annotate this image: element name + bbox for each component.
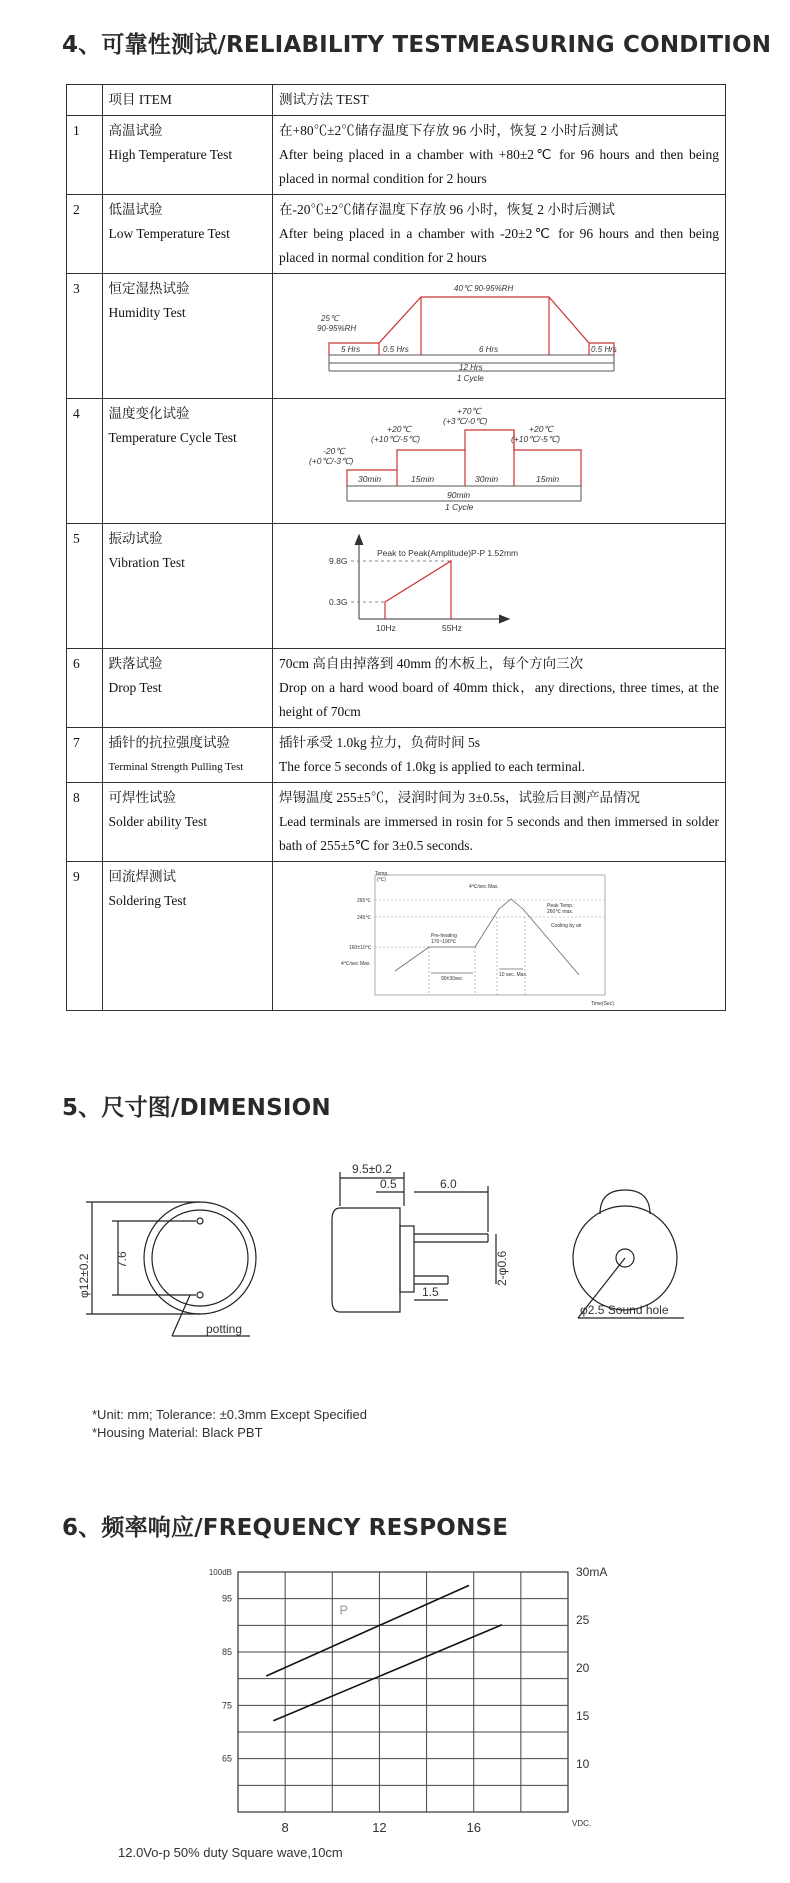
table-row (67, 728, 726, 783)
row-item (102, 399, 273, 524)
test-en: After being placed in a chamber with -20±2℃ for 96 hours and then being placed in normal condition for 2 hours (279, 226, 719, 265)
tc-label-b2: (+10℃/-5℃) (371, 434, 421, 444)
row-test (273, 783, 726, 862)
row-no: 1 (67, 116, 103, 195)
x-tick: 12 (372, 1820, 387, 1835)
item-cn: 插针的抗拉强度试验 (108, 735, 230, 750)
tc-seg4: 15min (536, 474, 560, 484)
reflow-peak2: 260℃ max. (547, 909, 574, 915)
table-row (67, 399, 726, 524)
y-tick-right: 10 (576, 1757, 590, 1771)
test-cn: 焊锡温度 255±5℃，浸润时间为 3±0.5s，试验后目测产品情况 (279, 790, 640, 805)
item-cn: 可焊性试验 (108, 790, 176, 805)
row-test (273, 649, 726, 728)
y-tick-right: 25 (576, 1613, 590, 1627)
row-item (102, 728, 273, 783)
row-no: 7 (67, 728, 103, 783)
humidity-top-label: 40℃ 90-95%RH (454, 284, 514, 293)
tc-label-a: -20℃ (323, 446, 345, 456)
humidity-seg3: 6 Hrs (479, 345, 499, 354)
reflow-rate1: 4℃/sec Max. (469, 884, 499, 890)
item-cn: 温度变化试验 (108, 406, 190, 421)
item-cn: 振动试验 (108, 531, 163, 546)
item-en: Terminal Strength Pulling Test (108, 761, 244, 773)
item-cn: 回流焊测试 (108, 869, 176, 884)
y-tick-left: 85 (221, 1647, 232, 1657)
y-tick-left: 95 (221, 1593, 232, 1604)
vibration-label: Peak to Peak(Amplitude)P-P 1.52mm (377, 548, 519, 558)
item-en: Solder ability Test (108, 814, 208, 829)
row-no: 4 (67, 399, 103, 524)
row-item (102, 116, 273, 195)
dim-pinlen: 6.0 (440, 1177, 457, 1191)
tc-seg3: 30min (475, 474, 499, 484)
dimension-notes (92, 1406, 367, 1442)
humidity-total: 12 Hrs (459, 363, 483, 372)
dimension-title: 5、尺寸图/DIMENSION (62, 1095, 331, 1121)
table-row (67, 195, 726, 274)
reflow-pretime: 90±30sec (441, 976, 463, 982)
row-test (273, 728, 726, 783)
item-en: Low Temperature Test (108, 226, 230, 241)
vibration-x1: 10Hz (376, 623, 396, 633)
row-no: 9 (67, 862, 103, 1011)
reflow-xlabel: Time(Sec) (591, 1001, 614, 1007)
tc-total: 90min (447, 490, 471, 500)
temp-cycle-diagram (273, 399, 726, 524)
reflow-rate2: 4℃/sec Max. (341, 961, 371, 967)
tc-seg2: 15min (411, 474, 435, 484)
item-en: Temperature Cycle Test (108, 430, 237, 445)
frequency-chart (190, 1560, 650, 1840)
x-tick: 8 (281, 1820, 289, 1835)
reflow-t245: 245℃ (357, 915, 371, 921)
humidity-left-rh: 90-95%RH (317, 324, 357, 333)
reflow-t160: 160±10℃ (349, 945, 372, 951)
note-material: *Housing Material: Black PBT (92, 1425, 263, 1440)
reliability-title: 4、可靠性测试/RELIABILITY TESTMEASURING CONDITION (62, 32, 772, 58)
dimension-drawing (60, 1150, 740, 1370)
dim-pin: 2-φ0.6 (495, 1250, 509, 1286)
test-cn: 在-20℃±2℃储存温度下存放 96 小时，恢复 2 小时后测试 (279, 202, 615, 217)
item-cn: 跌落试验 (108, 656, 163, 671)
item-en: Soldering Test (108, 893, 187, 908)
y-tick-left: 65 (221, 1753, 232, 1764)
test-cn: 插针承受 1.0kg 拉力，负荷时间 5s (279, 735, 481, 750)
series-label-p: P (339, 1602, 349, 1618)
reflow-peak1: Peak Temp.: (547, 903, 575, 909)
row-no: 6 (67, 649, 103, 728)
humidity-seg1: 5 Hrs (341, 345, 361, 354)
header-item: 项目 ITEM (102, 85, 273, 116)
humidity-seg2: 0.5 Hrs (383, 345, 409, 354)
humidity-seg4: 0.5 Hrs (591, 345, 617, 354)
row-item (102, 274, 273, 399)
humidity-cycle: 1 Cycle (457, 374, 484, 383)
item-en: Vibration Test (108, 555, 185, 570)
row-item (102, 195, 273, 274)
table-row (67, 116, 726, 195)
table-row (67, 783, 726, 862)
dim-potting: potting (206, 1322, 243, 1336)
vibration-y2: 0.3G (329, 597, 348, 607)
series-line-I (273, 1625, 502, 1721)
x-unit: VDC. (572, 1819, 592, 1828)
vibration-y1: 9.8G (329, 556, 348, 566)
row-no: 8 (67, 783, 103, 862)
test-cn: 70cm 高自由掉落到 40mm 的木板上，每个方向三次 (279, 656, 584, 671)
item-en: Humidity Test (108, 305, 186, 320)
header-no (67, 85, 103, 116)
reliability-table (66, 84, 726, 1011)
tc-label-c: +70℃ (457, 406, 481, 416)
plot-frame (238, 1572, 568, 1812)
table-row (67, 524, 726, 649)
row-no: 2 (67, 195, 103, 274)
dim-foot: 1.5 (422, 1285, 439, 1299)
test-en: The force 5 seconds of 1.0kg is applied to each terminal. (279, 759, 585, 774)
reflow-diagram (273, 862, 726, 1011)
tc-label-a2: (+0℃/-3℃) (309, 456, 354, 466)
item-en: Drop Test (108, 680, 162, 695)
item-cn: 高温试验 (108, 123, 163, 138)
vibration-diagram (273, 524, 726, 649)
row-item (102, 862, 273, 1011)
table-row (67, 274, 726, 399)
table-row (67, 862, 726, 1011)
test-en: Lead terminals are immersed in rosin for 5 seconds and then immersed in solder bath of 255±5℃ for 3±0.5 seconds. (279, 814, 719, 853)
y-tick-right: 15 (576, 1709, 590, 1723)
reflow-ylabel1: Temp. (375, 871, 389, 877)
humidity-left-label: 25℃ (321, 314, 339, 323)
humidity-diagram (273, 274, 726, 399)
row-item (102, 783, 273, 862)
dim-dia: φ12±0.2 (77, 1253, 91, 1298)
note-unit: *Unit: mm; Tolerance: ±0.3mm Except Specified (92, 1407, 367, 1422)
vibration-x2: 55Hz (442, 623, 462, 633)
dim-width: 9.5±0.2 (352, 1162, 392, 1176)
tc-label-d: +20℃ (529, 424, 553, 434)
frequency-title: 6、频率响应/FREQUENCY RESPONSE (62, 1515, 509, 1541)
tc-seg1: 30min (358, 474, 382, 484)
item-cn: 恒定湿热试验 (108, 281, 190, 296)
reflow-t265: 265℃ (357, 898, 371, 904)
y-tick-left: 100dB (208, 1568, 232, 1577)
tc-label-d2: (+10℃/-5℃) (511, 434, 561, 444)
dim-hole: φ2.5 Sound hole (580, 1303, 669, 1317)
tc-label-b: +20℃ (387, 424, 411, 434)
test-cn: 在+80℃±2℃储存温度下存放 96 小时，恢复 2 小时后测试 (279, 123, 619, 138)
row-no: 3 (67, 274, 103, 399)
reflow-peaktime: 10 sec. Max. (499, 972, 528, 978)
x-tick: 16 (466, 1820, 481, 1835)
row-item (102, 649, 273, 728)
frequency-caption: 12.0Vo-p 50% duty Square wave,10cm (118, 1845, 343, 1860)
test-en: After being placed in a chamber with +80±2℃ for 96 hours and then being placed in normal condition for 2 hours (279, 147, 719, 186)
y-tick-left: 75 (221, 1700, 232, 1711)
front-view-outer (144, 1202, 256, 1314)
dim-pitch: 7.6 (115, 1251, 129, 1268)
row-no: 5 (67, 524, 103, 649)
reflow-preheat1: Pre-heating (431, 933, 457, 939)
row-test (273, 195, 726, 274)
item-cn: 低温试验 (108, 202, 163, 217)
series-label-i: I (377, 1674, 381, 1690)
y-tick-right: 30mA (576, 1565, 608, 1579)
reflow-ylabel2: (℃) (377, 877, 386, 883)
test-en: Drop on a hard wood board of 40mm thick，any directions, three times, at the height of 70cm (279, 680, 719, 719)
reflow-preheat2: 170~190℃ (431, 939, 457, 945)
tc-cycle: 1 Cycle (445, 502, 474, 512)
header-test: 测试方法 TEST (273, 85, 726, 116)
row-test (273, 116, 726, 195)
table-header (67, 85, 726, 116)
tc-label-c2: (+3℃/-0℃) (443, 416, 488, 426)
table-row (67, 649, 726, 728)
y-tick-right: 20 (576, 1661, 590, 1675)
row-item (102, 524, 273, 649)
item-en: High Temperature Test (108, 147, 233, 162)
dim-gap: 0.5 (380, 1177, 397, 1191)
reflow-cooling: Cooling by air (551, 923, 582, 929)
